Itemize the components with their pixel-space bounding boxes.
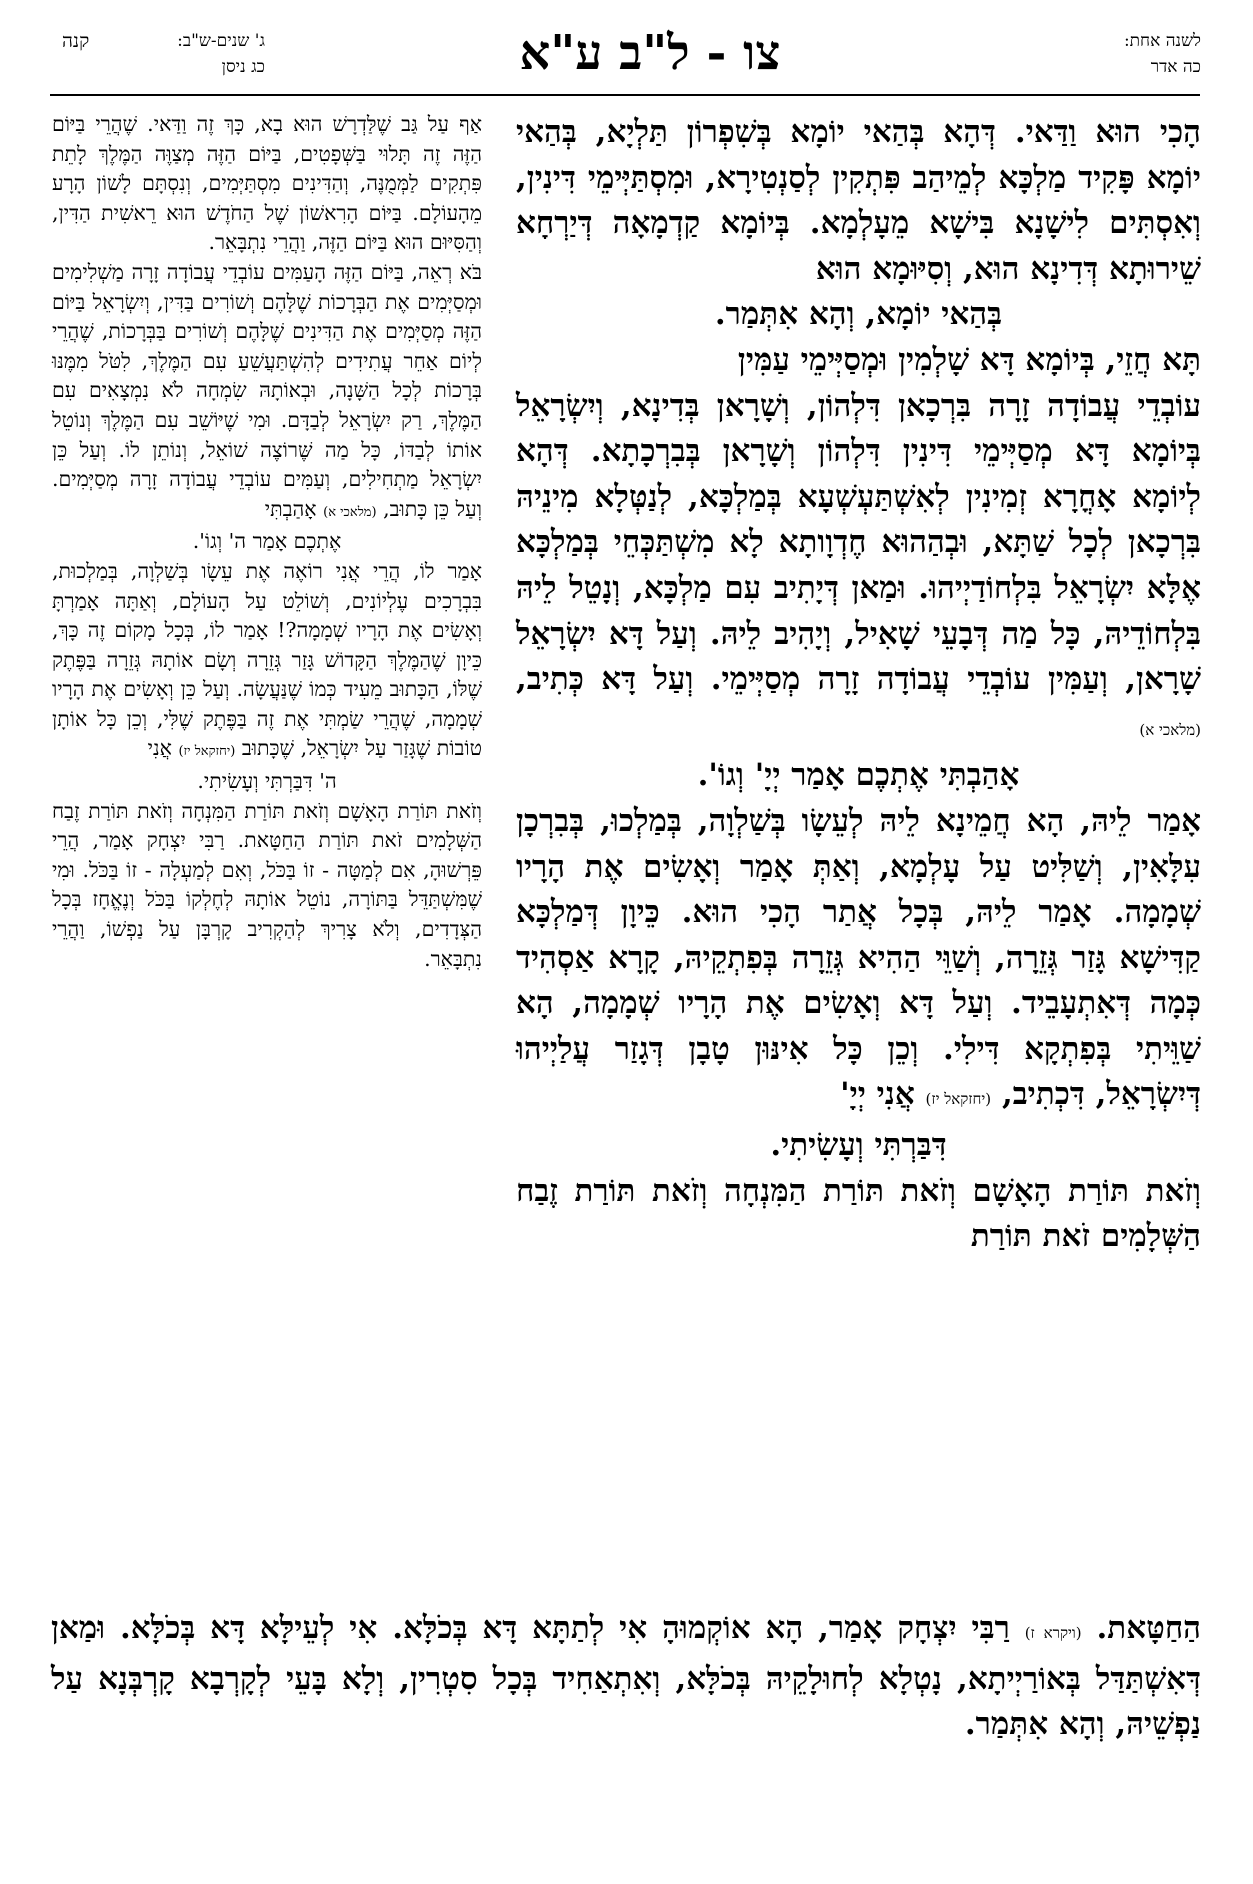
header-left-line1: ג' שנים-ש"ב: (177, 31, 265, 51)
main-paragraph-3-end: אָהַבְתִּי אֶתְכֶם אָמַר יְיָ' וְגוֹ'. (697, 757, 1020, 794)
main-paragraph-4-text: אָמַר לֵיהּ, הָא חֲמֵינָא לֵיהּ לְעֵשָׂו בְּשַׁלְוָה, בְּמַלְכוּ, בְּבִרְכָן עִלָּאִין, וְשַׁלִּיט עַל עָלְמָא, וְאַתְּ אָמַר וְאָשִׂים אֶת הָרָיו שְׁמָמָה. אָמַר לֵיהּ, בְּכָל אֲתַר הָכִי הוּא. כֵּיוָן דְּמַלְכָּא קַדִּישָׁא גָּזַר גְּזֵרָה, וְשַׁוֵּי הַהִיא גְּזֵרָה בְּפִתְקֵיהּ, קָרָא אַסְהִיד כְּמָה דְּאִתְעָבֵיד. וְעַל דָּא וְאָשִׂים אֶת הָרָיו שְׁמָמָה, הָא שַׁוֵּיתִי בְּפִתְקָא דִּילִי. וְכֵן כָּל אִינּוּן טָבָן דְּגָזַר עֲלַיְיהוּ דְּיִשְׂרָאֵל, דִּכְתִיב, (516, 802, 1201, 1113)
header-right (1041, 28, 1201, 88)
main-paragraph-4 (516, 799, 1201, 1123)
bottom-paragraph-start: הַחַטָּאת. (1096, 1610, 1202, 1646)
side-paragraph-3-text: אָמַר לוֹ, הֲרֵי אֲנִי רוֹאֶה אֶת עֵשָׂו בְּשַׁלְוָה, בְּמַלְכוּת, בִּבְרָכִים עֶלְיוֹנִים, וְשׁוֹלֵט עַל הָעוֹלָם, וְאַתָּה אָמַרְתָּ וְאָשִׂים אֶת הָרָיו שְׁמָמָה?! אָמַר לוֹ, בְּכָל מָקוֹם זֶה כָּךְ, כֵּיוָן שֶׁהַמֶּלֶךְ הַקָּדוֹשׁ גָּזַר גְּזֵרָה וְשָׂם אוֹתָהּ גְּזֵרָה בַּפֶּתֶק שֶׁלּוֹ, הַכָּתוּב מֵעִיד כְּמוֹ שֶׁנַּעֲשָׂה. וְעַל כֵּן וְאָשִׂים אֶת הָרָיו שְׁמָמָה, שֶׁהֲרֵי שַׂמְתִּי אֶת זֶה בַּפֶּתֶק שֶׁלִּי, וְכֵן כָּל אוֹתָן טוֹבוֹת שֶׁגָּזַר עַל יִשְׂרָאֵל, שֶׁכָּתוּב (52, 558, 482, 761)
side-paragraph-2-end: אֶתְכֶם אָמַר ה' וְגוֹ'. (192, 529, 342, 554)
bottom-paragraph-text: רַבִּי יִצְחָק אָמַר, הָא אוֹקְמוּהָ אִי לְתַתָּא דָּא בְּכֹלָּא. אִי לְעֵילָּא דָּא בְּכֹלָּא. וּמַאן דְּאִשְׁתַּדַּל בְּאוֹרַיְיתָא, נָטְלָא לְחוּלָקֵיהּ בְּכֹלָּא, וְאִתְאַחִיד בְּכָל סִטְרִין, וְלָא בָּעֵי לְקָרְבָא קָרְבְּנָא עַל נַפְשֵׁיהּ, וְהָא אִתְּמַר. (51, 1610, 1201, 1743)
side-paragraph-1: אַף עַל גַּב שֶׁלַּדְרָשׁ הוּא בָא, כָּךְ זֶה וַדַּאי. שֶׁהֲרֵי בַּיּוֹם הַזֶּה זֶה תָּלוּי בַּשְּׁפָטִים, בַּיּוֹם הַזֶּה מְצַוֶּה הַמֶּלֶךְ לָתֵת פִּתְקִים לַמְּמֻנֶּה, וְהַדִּינִים מִסְתַּיְּמִים, וְנִסְתָּם לָשׁוֹן הָרָע מֵהָעוֹלָם. בַּיּוֹם הָרִאשׁוֹן שֶׁל הַחֹדֶשׁ הוּא רֵאשִׁית הַדִּין, וְהַסִּיּוּם הוּא בַּיּוֹם הַזֶּה, וַהֲרֵי נִתְבָּאֵר. (52, 112, 482, 255)
header-right-line1: לשנה אחת: (1123, 31, 1201, 51)
main-citation: (מלאכי א) (1139, 720, 1201, 739)
translation-column (52, 110, 482, 974)
bottom-citation: (ויקרא ז) (1024, 1624, 1082, 1642)
main-paragraph-3 (516, 384, 1201, 754)
main-paragraph-2: תָּא חֲזֵי, בְּיוֹמָא דָּא שָׁלְמִין וּמְסַיְּימֵי עַמִּין (737, 341, 1201, 378)
header-left-line2: כג ניסן (221, 57, 265, 77)
bottom-text-block (51, 1606, 1201, 1748)
side-paragraph-2-tail: אָהַבְתִּי (264, 496, 317, 521)
main-paragraph-4-end: דִּבַּרְתִּי וְעָשִׂיתִי. (770, 1127, 947, 1164)
side-paragraph-3 (52, 557, 482, 767)
main-paragraph-3-text: עוֹבְדֵי עֲבוֹדָה זָרָה בִּרְכָאן דִּלְהוֹן, וְשָׁרָאן בְּדִינָא, וְיִשְׂרָאֵל בְּיוֹמָא דָּא מְסַיְּימֵי דִּינִין דִּלְהוֹן וְשָׁרָאן בְּבִרְכָתָא. דְּהָא לְיוֹמָא אָחֳרָא זְמִינִין לְאִשְׁתַּעְשְׁעָא בְּמַלְכָּא, לְנַטְּלָא מִינֵיהּ בִּרְכָאן לְכָל שַׁתָּא, וּבְהַהוּא חֶדְוָותָא לָא מִשְׁתַּכְּחֵי בְּמַלְכָּא אֶלָּא יִשְׂרָאֵל בִּלְחוֹדַיְיהוּ. וּמַאן דְּיָתִיב עִם מַלְכָּא, וְנָטֵל לֵיהּ בִּלְחוֹדֵיהּ, כָּל מַה דְּבָעֵי שָׁאִיל, וְיָהִיב לֵיהּ. וְעַל דָּא יִשְׂרָאֵל שָׁרָאן, וְעַמִּין עוֹבְדֵי עֲבוֹדָה זָרָה מְסַיְּימֵי. וְעַל דָּא כְּתִיב, (516, 387, 1201, 698)
page-number: קנה (62, 30, 90, 52)
side-paragraph-4: וְזֹאת תּוֹרַת הָאָשָׁם וְזֹאת תּוֹרַת הַמִּנְחָה וְזֹאת תּוֹרַת זֶבַח הַשְּׁלָמִים זֹאת תּוֹרַת הַחַטָּאת. רַבִּי יִצְחָק אָמַר, הֲרֵי פֵּרְשׁוּהָ, אִם לְמַטָּה - זוֹ בַּכֹּל, וְאִם לְמַעְלָה - זוֹ בַּכֹּל. וּמִי שֶׁמִּשְׁתַּדֵּל בַּתּוֹרָה, נוֹטֵל אוֹתָהּ לְחֶלְקוֹ בַּכֹּל וְנֶאֱחָז בְּכָל הַצְּדָדִים, וְלֹא צָרִיךְ לְהַקְרִיב קָרְבָּן עַל נַפְשׁוֹ, וַהֲרֵי נִתְבָּאֵר. (52, 798, 482, 971)
main-text-column (516, 110, 1201, 1260)
side-paragraph-2 (52, 258, 482, 527)
main-paragraph-1-end: בְּהַאי יוֹמָא, וְהָא אִתְּמַר. (714, 296, 1003, 333)
side-paragraph-3-end: ה' דִּבַּרְתִּי וְעָשִׂיתִי. (197, 769, 337, 794)
header-right-line2: כה אדר (1150, 57, 1201, 77)
main-paragraph-4-tail: אֲנִי יְיָ' (840, 1076, 915, 1113)
side-paragraph-2-text: בֹּא רְאֵה, בַּיּוֹם הַזֶּה הָעַמִּים עוֹבְדֵי עֲבוֹדָה זָרָה מַשְׁלִימִים וּמְסַיְּמִים אֶת הַבְּרָכוֹת שֶׁלָּהֶם וְשׁוֹרִים בַּדִּין, וְיִשְׂרָאֵל בַּיּוֹם הַזֶּה מְסַיְּמִים אֶת הַדִּינִים שֶׁלָּהֶם וְשׁוֹרִים בַּבְּרָכוֹת, שֶׁהֲרֵי לְיוֹם אַחֵר עֲתִידִים לְהִשְׁתַּעֲשֵׁעַ עִם הַמֶּלֶךְ, לִטֹּל מִמֶּנּוּ בְּרָכוֹת לְכָל הַשָּׁנָה, וּבְאוֹתָהּ שִׂמְחָה לֹא נִמְצָאִים עִם הַמֶּלֶךְ, רַק יִשְׂרָאֵל לְבַדָּם. וּמִי שֶׁיּוֹשֵׁב עִם הַמֶּלֶךְ וְנוֹטֵל אוֹתוֹ לְבַדּוֹ, כָּל מַה שֶּׁרוֹצֶה שׁוֹאֵל, וְנוֹתֵן לוֹ. וְעַל כֵּן יִשְׂרָאֵל מַתְחִילִים, וְעַמִּים עוֹבְדֵי עֲבוֹדָה זָרָה מְסַיְּמִים. וְעַל כֵּן כָּתוּב, (52, 259, 482, 521)
page-title: צו - ל"ב ע"א (519, 25, 781, 81)
side-paragraph-3-tail: אֲנִי (147, 736, 172, 761)
header-rule (50, 94, 1200, 96)
main-citation: (יחזקאל יז) (925, 1090, 992, 1109)
main-paragraph-1: הָכִי הוּא וַדַּאי. דְּהָא בְּהַאי יוֹמָא בְּשִׁפְרוֹן תַּלְיָא, בְּהַאי יוֹמָא פָּקִיד מַלְכָּא לְמֵיהַב פִּתְקִין לְסַנְטִירָא, וּמִסְתַּיְּימֵי דִּינִין, וְאִסְתִּים לִישָׁנָא בִּישָׁא מֵעָלְמָא. בְּיוֹמָא קַדְמָאָה דְּיַרְחָא שֵׁירוּתָא דְּדִינָא הוּא, וְסִיּוּמָא הוּא (516, 114, 1201, 287)
bottom-paragraph (51, 1606, 1201, 1748)
side-citation: (יחזקאל יז) (178, 744, 236, 760)
side-citation: (מלאכי א) (323, 504, 377, 520)
main-paragraph-5: וְזֹאת תּוֹרַת הָאָשָׁם וְזֹאת תּוֹרַת הַמִּנְחָה וְזֹאת תּוֹרַת זֶבַח הַשְּׁלָמִים זֹאת תּוֹרַת (516, 1172, 1201, 1255)
